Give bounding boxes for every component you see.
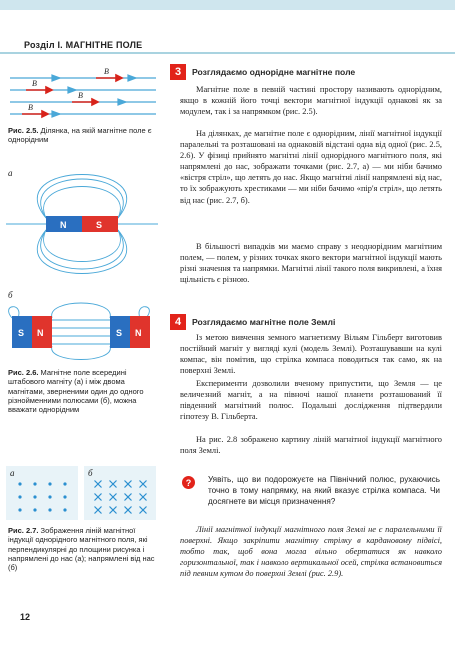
field-line: [44, 187, 121, 219]
b-label: B: [104, 67, 109, 76]
question-icon: ?: [182, 476, 195, 489]
question-text: Уявіть, що ви подорожуєте на Північний полюс, рухаючись точно в тому напрямку, на який вказує стрілка компаса. Чи досягнете ви місця призначення?: [208, 475, 440, 507]
field-line: [52, 346, 111, 360]
caption-text: Ділянка, на якій магнітне поле є однорідним: [8, 126, 152, 145]
pole-label-s: S: [116, 328, 123, 338]
figure-2-6-caption: [8, 368, 156, 414]
dot-mark: [33, 508, 36, 511]
dot-mark: [48, 508, 51, 511]
caption-text: Магнітне поле всередині штабового магніту (а) і між двома магнітами, зверненими один до одного різнойменними полюсами (б), можна вважати однорідним: [8, 368, 144, 415]
field-line: [41, 179, 124, 218]
figure-2-5: [8, 64, 158, 120]
field-arrow: [118, 99, 126, 105]
paragraph: Лінії магнітної індукції магнітного поля Землі не є паралельними її поверхні. Якщо закріпити магнітну стрілку в кардановому підвісі, тобто так, щоб вона могла вільно обертатися як навколо горизонтальної, так і навколо вертикальної осей, стрілка встановиться під певним кутом до поверхні Землі (рис. 2.9).: [180, 525, 442, 579]
figure-2-5-caption: [8, 126, 156, 145]
section-number: 3: [170, 64, 186, 80]
b-label: B: [78, 91, 83, 100]
dot-mark: [63, 508, 66, 511]
b-label: B: [28, 103, 33, 112]
section-title: Розглядаємо магнітне поле Землі: [192, 317, 336, 327]
paragraph: На рис. 2.8 зображено картину ліній магнітної індукції магнітного поля Землі.: [180, 435, 442, 456]
figure-2-7: [6, 466, 158, 520]
panel-label: б: [8, 290, 13, 300]
paragraph: На ділянках, де магнітне поле є однорідним, лінії магнітної індукції паралельні та розташовані на однаковій відстані одна від одної (рис. 2.5, 2.6). У фізиці прийнято магнітні лінії однорідного магнітного поля, які напрямлені до нас, зображати точками (рис. 2.7, а) — ми ніби бачимо «вістря стріл», що летять до нас. Якщо магнітні лінії напрямлені від нас, то їх зображують хрестиками — ми ніби бачимо «пір'я стріл», що летять від нас (рис. 2.7, б).: [180, 129, 442, 205]
pole-label-n: N: [60, 220, 67, 230]
section-4-heading: [170, 314, 335, 330]
pole-label-s: S: [18, 328, 25, 338]
paragraph: Експерименти дозволили вченому припустити, що Земля — це величезний магніт, а на півночі нашої планети розташований її південний магнітний полюс. Подальші дослідження підтвердили гіпотезу В. Гільберта.: [180, 379, 442, 422]
dot-mark: [18, 495, 21, 498]
figure-2-6a: [6, 166, 158, 284]
caption-label: Рис. 2.7.: [8, 526, 39, 535]
pole-label-n: N: [135, 328, 142, 338]
field-line: [37, 230, 126, 274]
section-3-heading: [170, 64, 355, 80]
pole-label-n: N: [37, 328, 44, 338]
dot-mark: [63, 495, 66, 498]
field-line: [37, 175, 126, 219]
field-arrow: [52, 75, 60, 81]
header-band: [0, 0, 455, 10]
paragraph: Із метою вивчення земного магнетизму Вільям Гільберт виготовив постійний магніт у вигляді кулі (модель Землі). Розташувавши на кулі компас, він помітив, що стрілка компаса поводиться так само, як на поверхні Землі.: [180, 333, 442, 376]
caption-label: Рис. 2.5.: [8, 126, 39, 135]
b-vector-head: [92, 99, 98, 105]
dot-mark: [48, 495, 51, 498]
b-vector-head: [46, 87, 52, 93]
panel-label: б: [88, 468, 93, 478]
page-header: [0, 0, 455, 58]
header-rule: [0, 52, 455, 54]
field-line: [52, 303, 111, 318]
panel-label: а: [10, 468, 15, 478]
caption-label: Рис. 2.6.: [8, 368, 39, 377]
field-arrow: [52, 111, 60, 117]
caption-text: Зображення ліній магнітної індукції однорідного магнітного поля, які перпендикулярні до площини рисунка і напрямлені до нас (а); напрямлені від нас (б): [8, 526, 155, 573]
field-arrow: [68, 87, 76, 93]
paragraph: В більшості випадків ми маємо справу з неоднорідним магнітним полем, — полем, у різних точках якого вектори магнітної індукції мають різні значення та напрямки. Магнітні лінії такого поля викривлені, а їхня щільність є різною.: [180, 242, 442, 285]
field-arrow: [128, 75, 136, 81]
section-number: 4: [170, 314, 186, 330]
figure-2-7-caption: [8, 526, 156, 572]
b-label: B: [32, 79, 37, 88]
paragraph: Магнітне поле в певній частині простору називають однорідним, якщо в кожній його точці вектори магнітної індукції однакові як за модулем, так і за напрямком (рис. 2.5).: [180, 85, 442, 117]
field-line: [44, 230, 121, 262]
dot-mark: [18, 508, 21, 511]
b-vector-head: [116, 75, 122, 81]
section-title: Розглядаємо однорідне магнітне поле: [192, 67, 356, 77]
dot-mark: [18, 482, 21, 485]
header-title: Розділ І. МАГНІТНЕ ПОЛЕ: [24, 40, 143, 50]
dot-mark: [33, 495, 36, 498]
b-vector-head: [42, 111, 48, 117]
panel-a-bg: [6, 466, 78, 520]
field-line: [41, 230, 124, 269]
figure-2-6b: [6, 288, 158, 364]
dot-mark: [63, 482, 66, 485]
dot-mark: [48, 482, 51, 485]
panel-label: а: [8, 168, 13, 178]
page-number: 12: [20, 612, 31, 622]
dot-mark: [33, 482, 36, 485]
pole-label-s: S: [96, 220, 103, 230]
